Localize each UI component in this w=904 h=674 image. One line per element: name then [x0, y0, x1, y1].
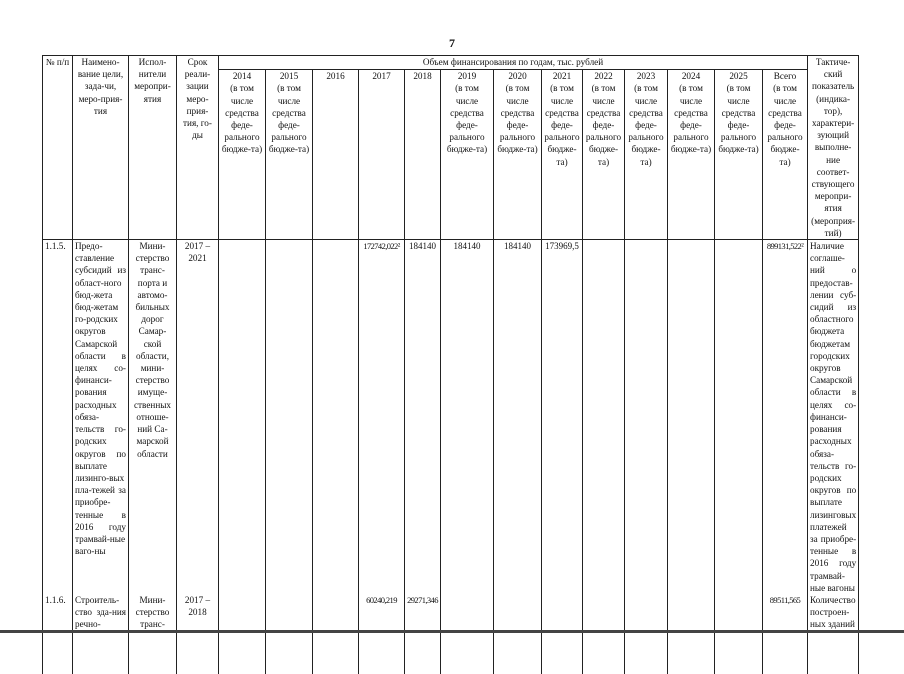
row-indicator: Наличие соглаше-ний о предостав-лении суб-сидий из областного бюджета бюджетам городских округов Самарской области в целях со-финанси-рования расходных обяза-тельств го-родских округов по выплате лизинговых платежей за приобре-тенные в 2016 году трамвай-ные вагоны	[808, 240, 859, 594]
row-value-2024	[668, 240, 715, 594]
page-number: 7	[449, 36, 455, 50]
row-value-2019: 184140	[441, 240, 494, 594]
header-executors: Испол-нители меропри-ятия	[129, 56, 177, 240]
row-value-2014	[219, 240, 266, 594]
row-value-2023	[625, 240, 668, 594]
header-year-2020: 2020 (в том числе средства феде-рального бюдже-та)	[494, 70, 542, 240]
header-year-2022: 2022 (в том числе средства феде-рального бюдже-та)	[583, 70, 625, 240]
row-value-2025	[715, 240, 763, 594]
row-value-2021: 173969,5	[542, 240, 583, 594]
row-value-2024	[668, 594, 715, 674]
row-value-2022	[583, 594, 625, 674]
header-year-2023: 2023 (в том числе средства феде-рального бюдже-та)	[625, 70, 668, 240]
header-row-1	[43, 56, 859, 70]
row-value-2018: 184140	[405, 240, 441, 594]
row-value-2025	[715, 594, 763, 674]
header-year-2025: 2025 (в том числе средства феде-рального бюдже-та)	[715, 70, 763, 240]
header-year-2016: 2016	[313, 70, 359, 240]
header-year-2024: 2024 (в том числе средства феде-рального бюдже-та)	[668, 70, 715, 240]
header-term: Срок реали-зации меро-прия-тия, го-ды	[177, 56, 219, 240]
header-financing-title: Объем финансирования по годам, тыс. рублей	[219, 56, 808, 70]
row-total: 89511,565	[763, 594, 808, 674]
row-value-2022	[583, 240, 625, 594]
row-value-2014	[219, 594, 266, 674]
row-value-2023	[625, 594, 668, 674]
row-value-2015	[266, 594, 313, 674]
financing-table	[42, 55, 859, 674]
row-name: Предо-ставление субсидий из област-ного бюд-жета бюд-жетам го-родских округов Самарской области в целях со-финанси-рования расходных обяза-тельств го-родских округов по выплате лизинго-вых пла-тежей за приобре-тенные в 2016 году трамвай-ные ваго-ны	[73, 240, 129, 594]
header-indicator: Тактиче-ский показатель (индика-тор), характери-зующий выполне-ние соответ-ствующего меропри-ятия (мероприя-тий)	[808, 56, 859, 240]
row-name: Строитель-ство зда-ния речно-	[73, 594, 129, 674]
row-total: 899131,522²	[763, 240, 808, 594]
row-num: 1.1.6.	[43, 594, 73, 674]
row-value-2016	[313, 240, 359, 594]
row-value-2017: 60240,219	[359, 594, 405, 674]
row-value-2019	[441, 594, 494, 674]
header-name: Наимено-вание цели, зада-чи, меро-прия-тия	[73, 56, 129, 240]
row-executors: Мини-стерство транс-	[129, 594, 177, 674]
row-value-2015	[266, 240, 313, 594]
header-year-2019: 2019 (в том числе средства феде-рального бюдже-та)	[441, 70, 494, 240]
row-value-2017: 172742,022²	[359, 240, 405, 594]
header-year-2018: 2018	[405, 70, 441, 240]
row-term: 2017 – 2018	[177, 594, 219, 674]
header-total: Всего (в том числе средства феде-рального бюдже-та)	[763, 70, 808, 240]
scan-edge-line	[0, 630, 904, 633]
row-indicator: Количество построен-ных зданий	[808, 594, 859, 674]
row-num: 1.1.5.	[43, 240, 73, 594]
table-row	[43, 594, 859, 674]
header-year-2017: 2017	[359, 70, 405, 240]
row-value-2016	[313, 594, 359, 674]
row-value-2021	[542, 594, 583, 674]
header-num: № п/п	[43, 56, 73, 240]
row-value-2018: 29271,346	[405, 594, 441, 674]
row-executors: Мини-стерство транс-порта и автомо-бильных дорог Самар-ской области, мини-стерство имуще-ственных отноше-ний Са-марской области	[129, 240, 177, 594]
table-row	[43, 240, 859, 594]
header-year-2021: 2021 (в том числе средства феде-рального бюдже-та)	[542, 70, 583, 240]
header-year-2014: 2014 (в том числе средства феде-рального бюдже-та)	[219, 70, 266, 240]
row-value-2020: 184140	[494, 240, 542, 594]
row-term: 2017 – 2021	[177, 240, 219, 594]
header-year-2015: 2015 (в том числе средства феде-рального бюдже-та)	[266, 70, 313, 240]
row-value-2020	[494, 594, 542, 674]
